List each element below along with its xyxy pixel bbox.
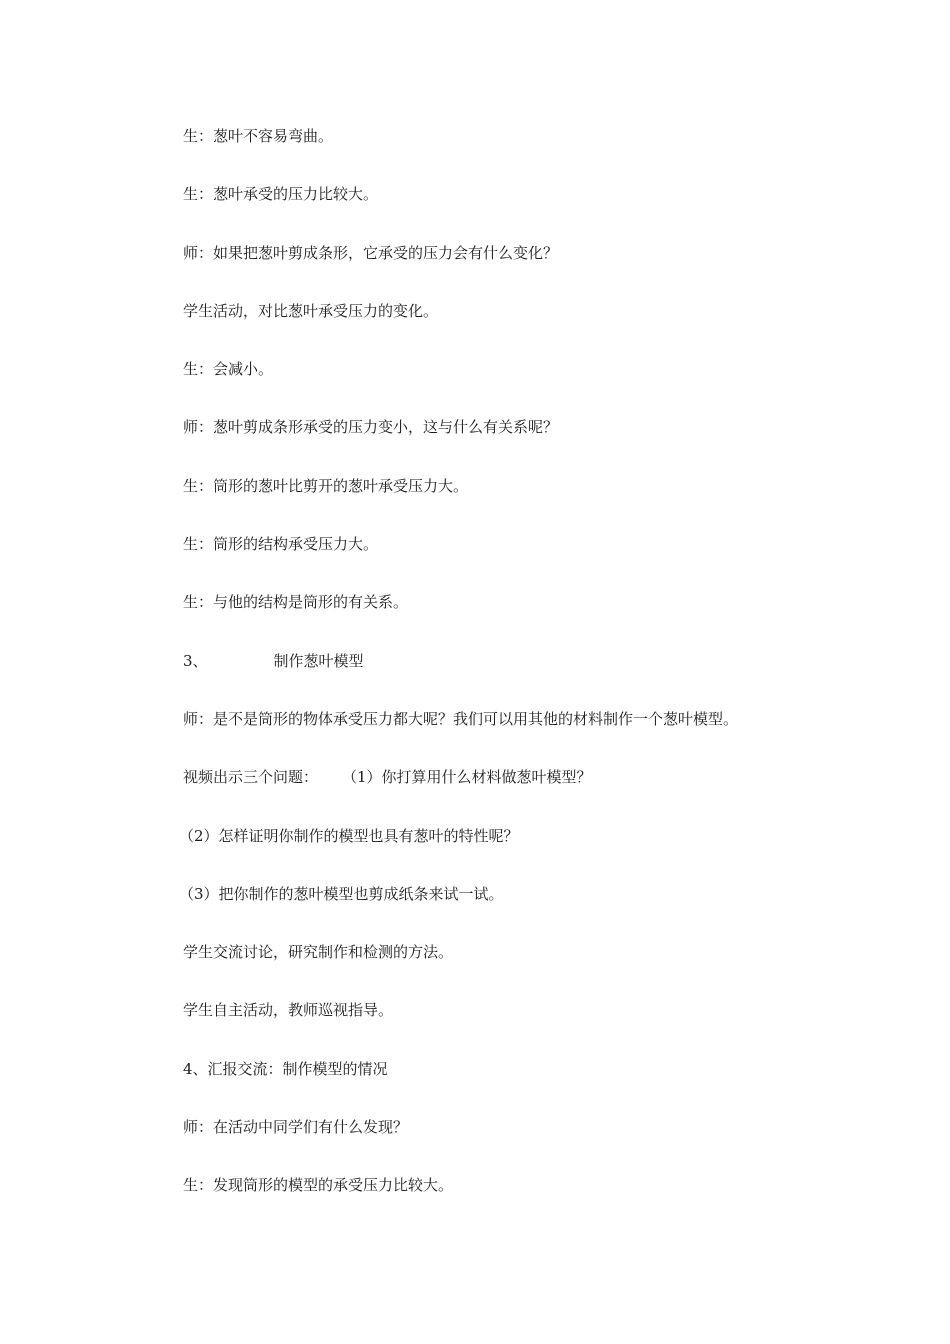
section-heading-3 bbox=[183, 649, 823, 673]
paragraph: 学生交流讨论，研究制作和检测的方法。 bbox=[183, 943, 454, 962]
document-body bbox=[179, 124, 823, 1232]
paragraph: 师：在活动中同学们有什么发现？ bbox=[183, 1118, 409, 1137]
section-heading-4: 4、汇报交流：制作模型的情况 bbox=[183, 1059, 388, 1078]
question-3: （3）把你制作的葱叶模型也剪成纸条来试一试。 bbox=[179, 884, 504, 903]
question-2: （2）怎样证明你制作的模型也具有葱叶的特性呢？ bbox=[179, 826, 519, 845]
section-title: 制作葱叶模型 bbox=[273, 651, 364, 670]
paragraph: 学生活动，对比葱叶承受压力的变化。 bbox=[183, 301, 439, 320]
paragraph: 师：是不是筒形的物体承受压力都大呢？我们可以用其他的材料制作一个葱叶模型。 bbox=[183, 709, 739, 728]
paragraph: 学生自主活动，教师巡视指导。 bbox=[183, 1001, 394, 1020]
paragraph: 生：与他的结构是筒形的有关系。 bbox=[183, 593, 409, 612]
video-lead: 视频出示三个问题： bbox=[183, 768, 319, 787]
paragraph: 师：如果把葱叶剪成条形，它承受的压力会有什么变化？ bbox=[183, 243, 559, 262]
section-number: 3、 bbox=[183, 651, 208, 670]
paragraph: 生：发现筒形的模型的承受压力比较大。 bbox=[183, 1176, 454, 1195]
paragraph: 生：筒形的结构承受压力大。 bbox=[183, 535, 379, 554]
paragraph: 生：葱叶不容易弯曲。 bbox=[183, 127, 334, 145]
question-1: （1）你打算用什么材料做葱叶模型？ bbox=[342, 768, 592, 787]
paragraph: 生：会减小。 bbox=[183, 360, 274, 379]
paragraph: 生：筒形的葱叶比剪开的葱叶承受压力大。 bbox=[183, 476, 469, 495]
paragraph: 生：葱叶承受的压力比较大。 bbox=[183, 185, 379, 204]
paragraph: 师：葱叶剪成条形承受的压力变小，这与什么有关系呢？ bbox=[183, 418, 559, 437]
video-questions-line bbox=[183, 765, 823, 789]
